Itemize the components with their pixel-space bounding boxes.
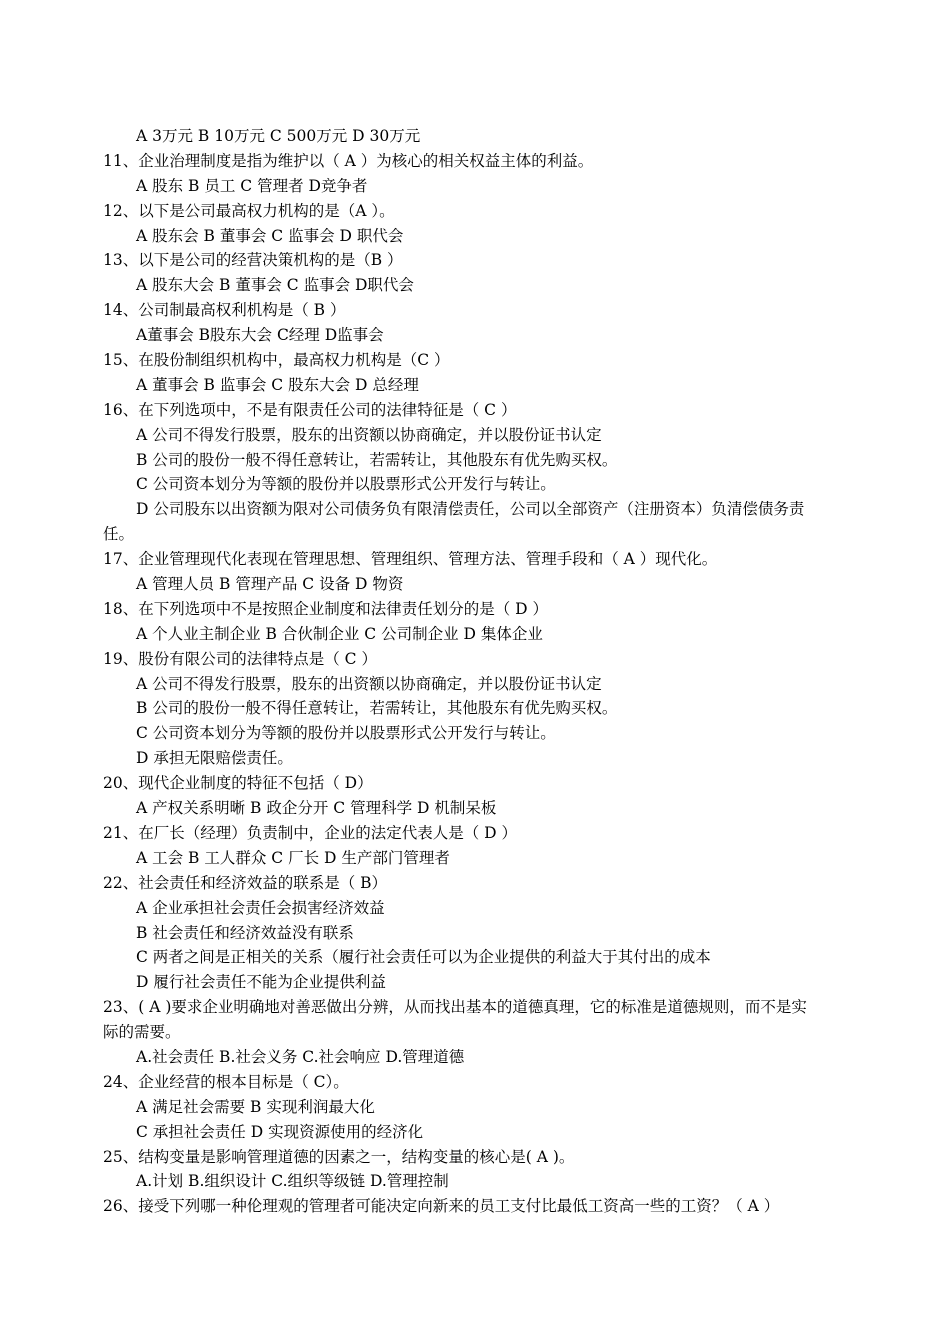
option-line: A 股东大会 B 董事会 C 监事会 D职代会: [136, 276, 414, 295]
option-line: A 董事会 B 监事会 C 股东大会 D 总经理: [136, 375, 419, 394]
option-line: A 股东会 B 董事会 C 监事会 D 职代会: [136, 226, 404, 245]
option-line: C 承担社会责任 D 实现资源使用的经济化: [136, 1122, 424, 1141]
question-line: 13、以下是公司的经营决策机构的是（B ）: [103, 251, 403, 270]
question-line: 22、社会责任和经济效益的联系是（ B）: [103, 873, 388, 892]
question-line: 15、在股份制组织机构中，最高权力机构是（C ）: [103, 351, 450, 370]
option-line: A 个人业主制企业 B 合伙制企业 C 公司制企业 D 集体企业: [136, 624, 543, 643]
option-line: A 公司不得发行股票，股东的出资额以协商确定，并以股份证书认定: [136, 425, 602, 444]
option-line: C 公司资本划分为等额的股份并以股票形式公开发行与转让。: [136, 475, 556, 494]
question-line: 19、股份有限公司的法律特点是（ C ）: [103, 649, 377, 668]
question-list: [103, 124, 883, 1219]
option-line: A.计划 B.组织设计 C.组织等级链 D.管理控制: [136, 1172, 449, 1191]
option-line: B 公司的股份一般不得任意转让，若需转让，其他股东有优先购买权。: [136, 699, 618, 718]
option-line: A 3万元 B 10万元 C 500万元 D 30万元: [136, 127, 421, 145]
option-line: B 社会责任和经济效益没有联系: [136, 923, 354, 942]
question-line: 11、企业治理制度是指为维护以（ A ）为核心的相关权益主体的利益。: [103, 151, 594, 170]
option-line: A 产权关系明晰 B 政企分开 C 管理科学 D 机制呆板: [136, 799, 497, 818]
question-line: 26、接受下列哪一种伦理观的管理者可能决定向新来的员工支付比最低工资高一些的工资？（ A ）: [103, 1197, 780, 1216]
question-line: 21、在厂长（经理）负责制中，企业的法定代表人是（ D ）: [103, 823, 518, 842]
option-line: A董事会 B股东大会 C经理 D监事会: [136, 326, 384, 345]
option-line: B 公司的股份一般不得任意转让，若需转让，其他股东有优先购买权。: [136, 450, 618, 469]
option-line: D 履行社会责任不能为企业提供利益: [136, 973, 386, 992]
question-line: 12、以下是公司最高权力机构的是（A ）。: [103, 201, 395, 220]
question-line: 24、企业经营的根本目标是（ C）。: [103, 1072, 349, 1091]
question-line: 20、现代企业制度的特征不包括（ D）: [103, 774, 373, 793]
continuation-line: 任。: [103, 525, 135, 544]
question-line: 14、公司制最高权利机构是（ B ）: [103, 301, 346, 320]
option-line: A 工会 B 工人群众 C 厂长 D 生产部门管理者: [136, 848, 450, 867]
option-line: C 两者之间是正相关的关系（履行社会责任可以为企业提供的利益大于其付出的成本: [136, 948, 711, 967]
question-line: 25、结构变量是影响管理道德的因素之一，结构变量的核心是( A )。: [103, 1147, 575, 1166]
question-line: 18、在下列选项中不是按照企业制度和法律责任划分的是（ D ）: [103, 599, 549, 618]
option-line: A 公司不得发行股票，股东的出资额以协商确定，并以股份证书认定: [136, 674, 602, 693]
option-line: C 公司资本划分为等额的股份并以股票形式公开发行与转让。: [136, 724, 556, 743]
option-line: A 股东 B 员工 C 管理者 D竞争者: [136, 176, 368, 195]
question-line: 16、在下列选项中，不是有限责任公司的法律特征是（ C ）: [103, 400, 517, 419]
option-line: D 承担无限赔偿责任。: [136, 749, 293, 768]
continuation-line: 际的需要。: [103, 1023, 181, 1042]
option-line: A.社会责任 B.社会义务 C.社会响应 D.管理道德: [136, 1047, 465, 1066]
question-line: 23、( A )要求企业明确地对善恶做出分辨，从而找出基本的道德真理，它的标准是道德规则，而不是实: [103, 998, 807, 1017]
option-line: D 公司股东以出资额为限对公司债务负有限清偿责任，公司以全部资产（注册资本）负清偿债务责: [136, 500, 805, 519]
question-line: 17、企业管理现代化表现在管理思想、管理组织、管理方法、管理手段和（ A ）现代化。: [103, 550, 718, 569]
option-line: A 满足社会需要 B 实现利润最大化: [136, 1097, 375, 1116]
option-line: A 企业承担社会责任会损害经济效益: [136, 898, 385, 917]
option-line: A 管理人员 B 管理产品 C 设备 D 物资: [136, 575, 404, 594]
